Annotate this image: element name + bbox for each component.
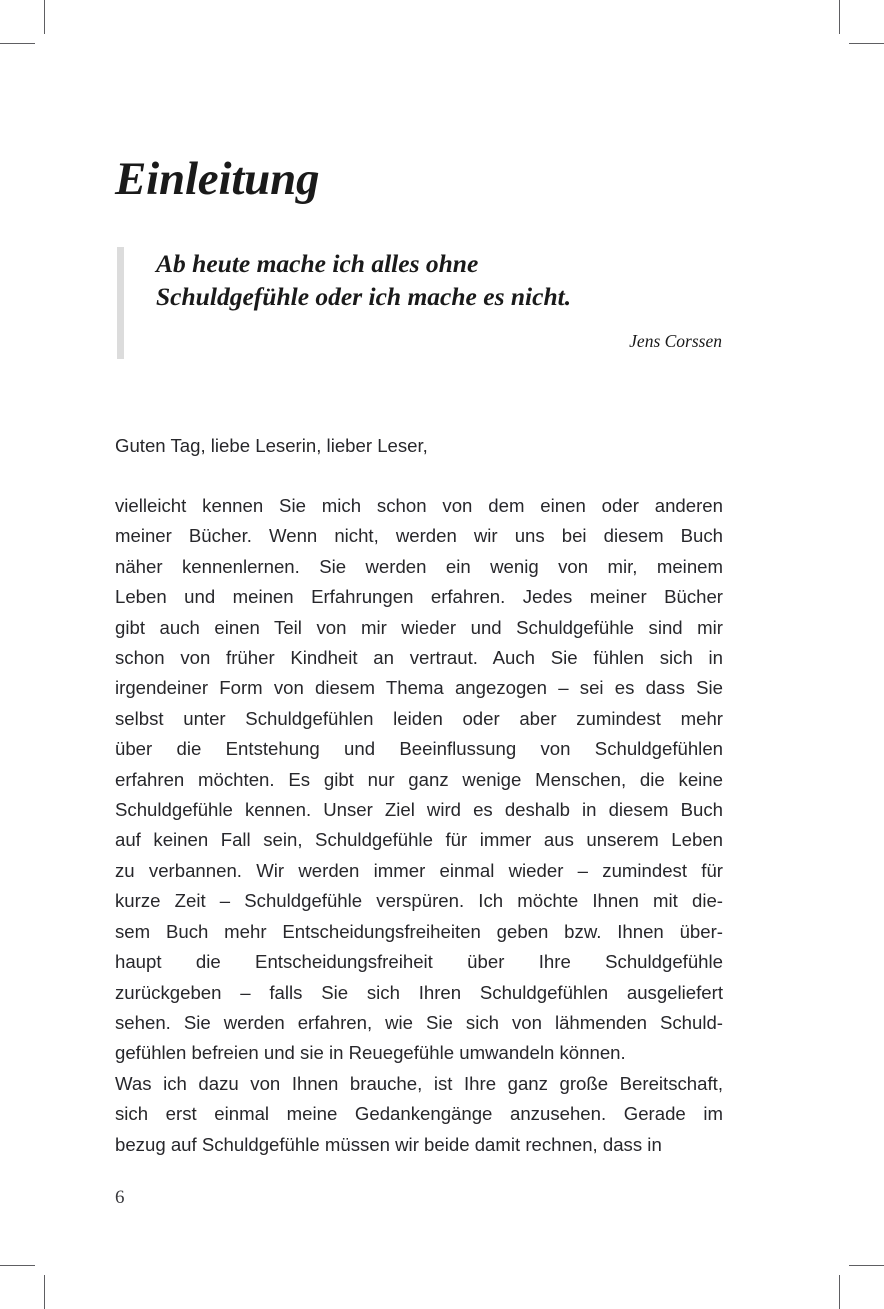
crop-mark-top-left-horizontal	[0, 43, 35, 44]
crop-mark-top-right-vertical	[839, 0, 840, 34]
body-line: näher kennenlernen. Sie werden ein wenig von mir, meinem	[115, 555, 723, 577]
body-line: kurze Zeit – Schuldgefühle verspüren. Ich möchte Ihnen mit die-	[115, 890, 723, 912]
body-line: irgendeiner Form von diesem Thema angezogen – sei es dass Sie	[115, 677, 723, 699]
body-line: Was ich dazu von Ihnen brauche, ist Ihre ganz große Bereitschaft,	[115, 1072, 723, 1094]
body-line: erfahren möchten. Es gibt nur ganz wenige Menschen, die keine	[115, 768, 723, 790]
body-line: sehen. Sie werden erfahren, wie Sie sich von lähmenden Schuld-	[115, 1011, 723, 1033]
body-line: vielleicht kennen Sie mich schon von dem einen oder anderen	[115, 495, 723, 516]
pull-quote-body	[156, 247, 723, 355]
body-line: zu verbannen. Wir werden immer einmal wieder – zumindest für	[115, 859, 723, 881]
salutation-line: Guten Tag, liebe Leserin, lieber Leser,	[115, 435, 428, 456]
body-line: gibt auch einen Teil von mir wieder und Schuldgefühle sind mir	[115, 616, 723, 638]
page-title: Einleitung	[115, 153, 320, 205]
pull-quote	[117, 247, 723, 355]
paragraph-1	[115, 491, 723, 1069]
body-line: haupt die Entscheidungsfreiheit über Ihre Schuldgefühle	[115, 951, 723, 973]
pull-quote-line-1: Ab heute mache ich alles ohne	[156, 249, 479, 278]
body-line: schon von früher Kindheit an vertraut. Auch Sie fühlen sich in	[115, 647, 723, 669]
paragraph-2	[115, 1069, 723, 1160]
crop-mark-bottom-right-horizontal	[849, 1265, 884, 1266]
crop-mark-bottom-left-vertical	[44, 1275, 45, 1309]
body-line: Leben und meinen Erfahrungen erfahren. Jedes meiner Bücher	[115, 586, 723, 608]
body-line: auf keinen Fall sein, Schuldgefühle für immer aus unserem Leben	[115, 829, 723, 851]
crop-mark-top-left-vertical	[44, 0, 45, 34]
pull-quote-text	[156, 247, 723, 313]
body-line: gefühlen befreien und sie in Reuegefühle umwandeln können.	[115, 1042, 626, 1064]
crop-mark-bottom-left-horizontal	[0, 1265, 35, 1266]
body-line: sich erst einmal meine Gedankengänge anzusehen. Gerade im	[115, 1103, 723, 1125]
pull-quote-rule	[117, 247, 124, 359]
body-line: über die Entstehung und Beeinflussung von Schuldgefühlen	[115, 738, 723, 760]
pull-quote-line-2: Schuldgefühle oder ich mache es nicht.	[156, 282, 572, 311]
crop-mark-bottom-right-vertical	[839, 1275, 840, 1309]
page-number: 6	[115, 1187, 125, 1208]
body-line: sem Buch mehr Entscheidungsfreiheiten geben bzw. Ihnen über-	[115, 920, 723, 942]
pull-quote-attribution: Jens Corssen	[629, 331, 722, 351]
body-line: selbst unter Schuldgefühlen leiden oder aber zumindest mehr	[115, 707, 723, 729]
body-line: zurückgeben – falls Sie sich Ihren Schuldgefühlen ausgeliefert	[115, 981, 723, 1003]
body-copy	[115, 491, 723, 1160]
body-line: meiner Bücher. Wenn nicht, werden wir uns bei diesem Buch	[115, 525, 723, 547]
body-line: Schuldgefühle kennen. Unser Ziel wird es deshalb in diesem Buch	[115, 799, 723, 821]
crop-mark-top-right-horizontal	[849, 43, 884, 44]
page-content	[115, 0, 723, 1309]
body-line: bezug auf Schuldgefühle müssen wir beide damit rechnen, dass in	[115, 1133, 662, 1155]
